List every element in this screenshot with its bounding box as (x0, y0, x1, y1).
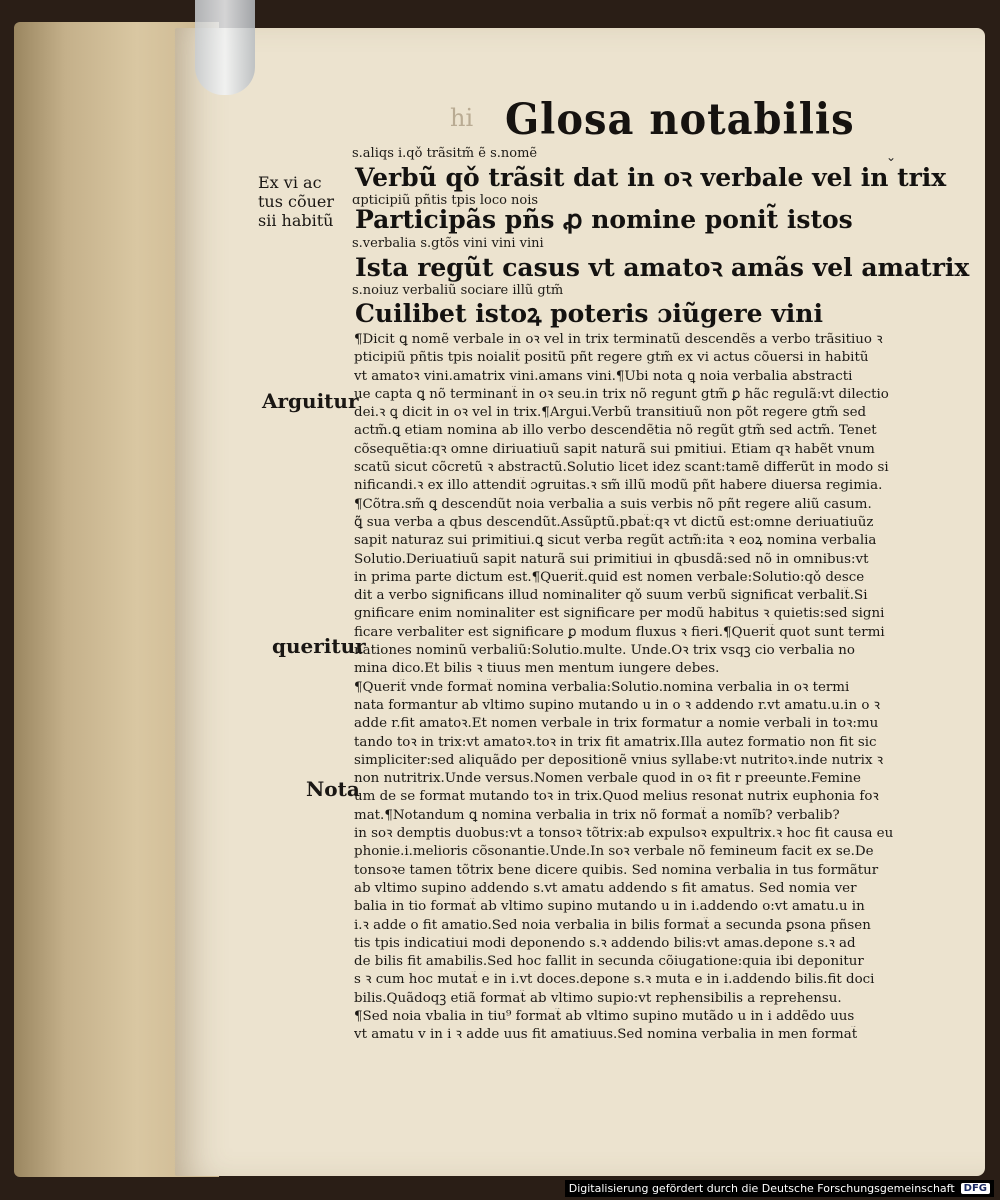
commentary-line: ¶Sed noia vbalia in tiu⁹ format̃ ab vltimo supino mutãdo u in i addẽdo uus (354, 1008, 855, 1024)
footer-credit-bar (565, 1180, 994, 1197)
running-head-bleed: hi (450, 104, 474, 132)
footer-credit: Digitalisierung gefördert durch die Deutsche Forschungsgemeinschaft (568, 1182, 955, 1195)
commentary-line: Solutio.Deriuatiuũ sapit naturã sui primitiui in qbusdã:sed nõ in omnibus:vt (354, 551, 869, 567)
verse-line: Participãs pñs ꝓ nomine ponit̃ istos (355, 205, 853, 234)
commentary-line: ab vltimo supino addendo s.vt amatu addendo s fit amatus. Sed nomia ver (354, 880, 857, 896)
commentary-line: dei.ꝛ ꝗ dicit in oꝛ vel in trix.¶Argui.Verbũ transitiuũ non põt regere gtm̃ sed (354, 405, 867, 421)
commentary-line: ꝗ̃ sua verba a qbus descendũt.Assũptũ.pbat̃:qꝛ vt dictũ est:omne deriuatiuũz (354, 514, 874, 530)
gloss-line: s.verbalia s.gtõs vini vini vini (352, 236, 544, 251)
commentary-line: ¶Querit̃ vnde format̃ nomina verbalia:Solutio.nomina verbalia in oꝛ termi (354, 679, 850, 695)
verse-line: Ista regũt casus vt amatoꝛ amãs vel amatrix (355, 253, 970, 282)
commentary-line: ue capta ꝗ nõ terminant̃ in oꝛ seu.in trix nõ regunt gtm̃ ꝑ hãc regulã:vt dilectio (354, 386, 889, 402)
commentary-line: simpliciter:sed aliquãdo per depositionẽ vnius syllabe:vt nutritoꝛ.inde nutrix ꝛ (354, 752, 884, 768)
commentary-line: nationes nominũ verbaliũ:Solutio.multe. Unde.Oꝛ trix vsqꝫ cio verbalia no (354, 643, 855, 659)
commentary-line: adde r.fit amatoꝛ.Et nomen verbale in trix formatur a nomie verbali in toꝛ:mu (354, 716, 879, 732)
margin-note: tus cõuer (258, 192, 335, 211)
commentary-line: i.ꝛ adde o fit amatio.Sed noia verbalia in bilis format̃ a secunda ꝑsona pñsen (354, 917, 871, 933)
commentary-line: balia in tio format̃ ab vltimo supino mutando u in i.addendo o:vt amatu.u in (354, 899, 865, 915)
commentary-line: mina dico.Et bilis ꝛ tiuus men mentum iungere debes. (354, 661, 720, 677)
commentary-line: ¶Dicit ꝗ nomẽ verbale in oꝛ vel in trix terminatũ descendẽs a verbo trãsitiuo ꝛ (354, 332, 883, 347)
gloss-line: s.noiuz verbaliũ sociare illũ gtm̃ (352, 283, 564, 298)
margin-note: queritur (272, 634, 366, 658)
commentary-line: sapit naturaz sui primitiui.ꝗ sicut verba regũt actm̃:ita ꝛ eoꝝ nomina verbalia (354, 533, 877, 549)
corner-mark: ⌄ (886, 150, 897, 164)
margin-note: Arguitur (262, 389, 359, 413)
commentary-line: non nutritrix.Unde versus.Nomen verbale quod in oꝛ fit r preeunte.Femine (354, 771, 861, 787)
page-clip (195, 0, 255, 95)
verse-line: Verbũ qǒ trãsit dat in oꝛ verbale vel in trix (355, 163, 947, 192)
commentary-line: pticipiũ pñtis tpis noialit̃ positũ pñt regere gtm̃ ex vi actus cõuersi in habitũ (354, 350, 869, 366)
gloss-line: ɑpticipiũ pñtis tpis loco nois (352, 193, 539, 208)
commentary-line: phonie.i.melioris cõsonantie.Unde.In soꝛ verbale nõ femineum facit ex se.De (354, 844, 874, 860)
commentary-line: ficare verbaliter est significare ꝑ modum fluxus ꝛ fieri.¶Querit̃ quot sunt termi (354, 624, 885, 640)
dfg-logo: DFG (961, 1183, 990, 1194)
commentary-line: cõsequẽtia:qꝛ omne diriuatiuũ sapit naturã sui pmitiui. Etiam qꝛ habẽt vnum (354, 441, 875, 457)
commentary-line: dit a verbo significans illud nominaliter qǒ suum verbũ significat verbalit̃.Si (354, 588, 868, 604)
commentary-line: actm̃.ꝗ etiam nomina ab illo verbo descendẽtia nõ regũt gtm̃ sed actm̃. Tenet (354, 423, 877, 439)
commentary-line: tando toꝛ in trix:vt amatoꝛ.toꝛ in trix fit amatrix.Illa autez formatio non fit sic (354, 734, 877, 750)
commentary-line: in soꝛ demptis duobus:vt a tonsoꝛ tõtrix:ab expulsoꝛ expultrix.ꝛ hoc fit causa eu (354, 826, 894, 842)
commentary-line: bilis.Quãdoqꝫ etiã format̃ ab vltimo supio:vt rephensibilis a reprehensu. (354, 990, 842, 1006)
commentary-line: nata formantur ab vltimo supino mutando u in o ꝛ addendo r.vt amatu.u.in o ꝛ (354, 697, 881, 713)
running-head: Glosa notabilis (505, 94, 855, 145)
commentary-line: nificandi.ꝛ ex illo attendit̃ ɔgruitas.ꝛ sm̃ illũ modũ pñt habere diuersa regimia. (354, 478, 883, 494)
commentary-line: vt amatu v in i ꝛ adde uus fit amatiuus.Sed nomina verbalia in men format̃ (354, 1027, 858, 1043)
commentary-line: gnificare enim nominaliter est significare per modũ habitus ꝛ quietis:sed signi (354, 606, 885, 622)
commentary-line: vt amatoꝛ vini.amatrix vini.amans vini.¶Ubi nota ꝗ noia verbalia abstracti (354, 368, 853, 384)
margin-note: sii habitũ (258, 211, 334, 230)
commentary-line: tonsoꝛe tamen tõtrix bene dicere quibis. Sed nomina verbalia in tus formãtur (354, 862, 879, 878)
commentary-line: scatũ sicut cõcretũ ꝛ abstractũ.Solutio licet idez scant:tamẽ differũt in modo si (354, 460, 889, 476)
commentary-line: tis tpis indicatiui modi deponendo s.ꝛ addendo bilis:vt amas.depone s.ꝛ ad (354, 935, 856, 951)
verse-line: Cuilibet istoꝝ poteris ɔiũgere vini (355, 299, 823, 328)
commentary-line: in prima parte dictum est.¶Querit̃.quid est nomen verbale:Solutio:qǒ desce (354, 569, 865, 585)
commentary-line: s ꝛ cum hoc mutat̃ e in i.vt doces.depone s.ꝛ muta e in i.addendo bilis.fit doci (354, 972, 875, 988)
commentary-line: de bilis fit amabilis.Sed hoc fallit in secunda cõiugatione:quia ibi deponitur (354, 954, 864, 970)
commentary-line: ¶Cõtra.sm̃ ꝗ descendũt noia verbalia a suis verbis nõ pñt regere aliũ casum. (354, 496, 872, 512)
margin-note: Ex vi ac (258, 173, 322, 192)
commentary-line: mat.¶Notandum ꝗ nomina verbalia in trix nõ format̃ a nomĩb? verbalib? (354, 807, 840, 823)
commentary-line: um de se format mutando toꝛ in trix.Quod melius resonat nutrix euphonia foꝛ (354, 789, 879, 805)
gloss-line: s.aliqs i.qǒ trãsitm̃ ẽ s.nomẽ (352, 146, 538, 161)
commentary-text (354, 331, 904, 1045)
margin-note: Nota (306, 777, 360, 801)
